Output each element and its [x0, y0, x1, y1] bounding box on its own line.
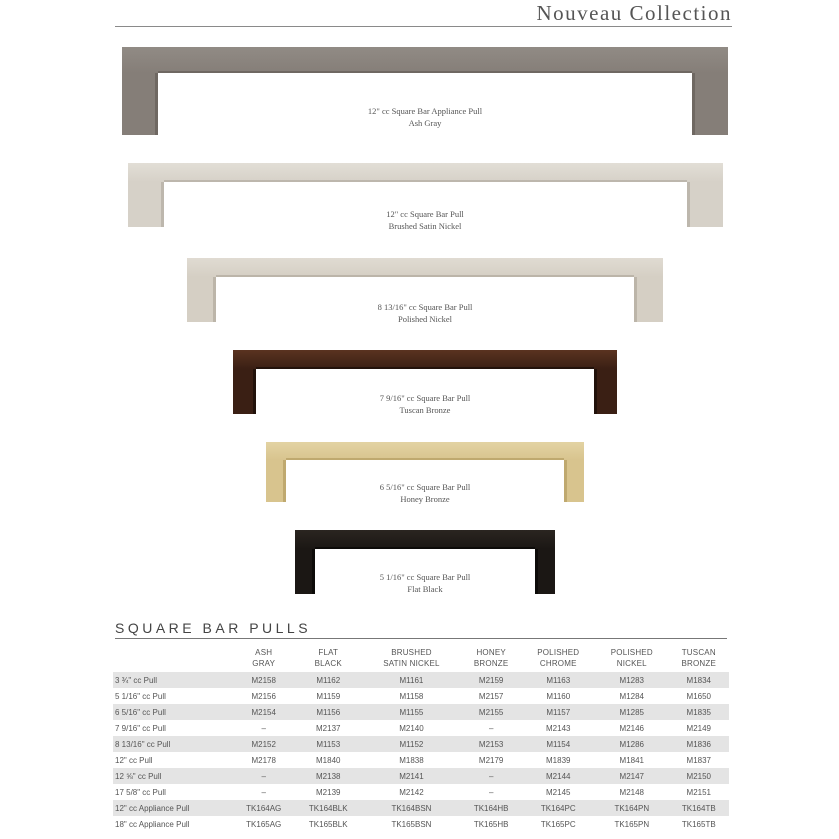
part-number-cell: M2151 [686, 787, 711, 797]
table-row [113, 784, 729, 800]
part-number-cell: M2140 [399, 723, 424, 733]
part-number-cell: – [488, 723, 494, 733]
size-cell: 6 5/16" cc Pull [113, 704, 233, 720]
table-row [113, 768, 729, 784]
part-number-cell: M1283 [595, 672, 669, 688]
pull-bar [187, 258, 663, 277]
part-number-cell: M1154 [521, 736, 595, 752]
pull-leg-shade [155, 73, 158, 135]
part-number-cell: M1153 [294, 736, 362, 752]
part-number-cell: M1160 [546, 691, 571, 701]
part-number-cell: M2148 [619, 787, 645, 797]
size-cell: 7 9/16" cc Pull [115, 723, 166, 733]
pull-leg-shade [161, 182, 164, 227]
pull-bar [295, 530, 555, 549]
pull-bar [128, 163, 723, 182]
pull-leg-shade [312, 549, 315, 594]
part-number-cell: M2137 [316, 723, 341, 733]
pull-leg-shade [213, 277, 216, 322]
spec-table-header [113, 648, 729, 672]
caption-line-name: 7 9/16" cc Square Bar Pull [379, 393, 471, 403]
part-number-cell: M1841 [619, 755, 645, 765]
part-number-cell: M1163 [521, 672, 595, 688]
pull-bar-shadow [256, 367, 594, 369]
part-number-cell: M2159 [461, 672, 522, 688]
part-number-cell: TK165PN [614, 819, 650, 829]
part-number-cell: TK165PC [540, 819, 576, 829]
part-number-cell: M2153 [461, 736, 522, 752]
part-number-cell: – [461, 768, 522, 784]
part-number-cell: M2157 [478, 691, 504, 701]
part-number-cell: M1152 [362, 736, 461, 752]
pull-bar-shadow [315, 547, 535, 549]
part-number-cell: M1156 [294, 704, 362, 720]
part-number-cell: M2154 [233, 704, 294, 720]
column-header: HONEY BRONZE [473, 648, 509, 668]
pull-bar [122, 47, 728, 73]
table-row [113, 704, 729, 720]
pull-bar-shadow [164, 180, 687, 182]
part-number-cell: M2146 [619, 723, 645, 733]
pull-leg-shade [283, 460, 286, 502]
part-number-cell: TK165HB [473, 819, 509, 829]
column-header: POLISHED CHROME [537, 648, 580, 668]
product-caption [380, 392, 471, 416]
section-title: SQUARE BAR PULLS [115, 620, 312, 636]
caption-line-finish: Polished Nickel [397, 314, 453, 324]
pull-leg-shade [687, 182, 690, 227]
part-number-cell: M2155 [461, 704, 522, 720]
part-number-cell: M2156 [251, 691, 276, 701]
product-caption [380, 571, 471, 595]
column-header: FLAT BLACK [314, 648, 342, 668]
part-number-cell: M1161 [362, 672, 461, 688]
pull-bar-shadow [216, 275, 634, 277]
caption-line-name: 8 13/16" cc Square Bar Pull [377, 302, 473, 312]
caption-line-finish: Honey Bronze [400, 494, 450, 504]
product-caption [386, 208, 464, 232]
size-cell: 12" cc Appliance Pull [113, 800, 233, 816]
part-number-cell: M2178 [251, 755, 276, 765]
pull-leg-shade [692, 73, 695, 135]
header-rule [115, 26, 732, 27]
size-cell: 17 5/8" cc Pull [115, 787, 166, 797]
part-number-cell: TK164BLK [294, 800, 362, 816]
part-number-cell: – [261, 723, 266, 733]
pull-bar [233, 350, 617, 369]
part-number-cell: M2147 [595, 768, 669, 784]
part-number-cell: M1836 [669, 736, 729, 752]
part-number-cell: TK165BSN [391, 819, 432, 829]
column-header: BRUSHED SATIN NICKEL [383, 648, 440, 668]
part-number-cell: M1837 [686, 755, 711, 765]
table-row [113, 816, 729, 832]
caption-line-name: 12" cc Square Bar Appliance Pull [367, 106, 483, 116]
caption-line-finish: Brushed Satin Nickel [388, 221, 462, 231]
part-number-cell: M2138 [294, 768, 362, 784]
section-rule [115, 638, 727, 639]
size-cell: 12 ⅝" cc Pull [113, 768, 233, 784]
collection-title: Nouveau Collection [536, 1, 732, 25]
part-number-cell: TK164AG [233, 800, 294, 816]
part-number-cell: M1157 [521, 704, 595, 720]
column-header: POLISHED NICKEL [610, 648, 653, 668]
pull-leg-shade [253, 369, 256, 414]
size-cell: 12" cc Pull [115, 755, 153, 765]
part-number-cell: TK164HB [461, 800, 522, 816]
caption-line-finish: Flat Black [407, 584, 443, 594]
part-number-cell: M1286 [595, 736, 669, 752]
part-number-cell: M1839 [546, 755, 571, 765]
product-caption [378, 301, 473, 325]
part-number-cell: TK165BLK [308, 819, 348, 829]
product-caption [368, 105, 482, 129]
part-number-cell: M1158 [399, 691, 424, 701]
column-header: ASH GRAY [252, 648, 276, 668]
caption-line-name: 12" cc Square Bar Pull [386, 209, 464, 219]
table-row [113, 672, 729, 688]
pull-leg-shade [535, 549, 538, 594]
part-number-cell: M2149 [686, 723, 711, 733]
table-row [113, 688, 729, 704]
part-number-cell: TK165AG [246, 819, 282, 829]
pull-bar [266, 442, 584, 460]
table-row [113, 800, 729, 816]
part-number-cell: M2143 [546, 723, 571, 733]
part-number-cell: M2152 [233, 736, 294, 752]
part-number-cell: M2179 [478, 755, 504, 765]
part-number-cell: M1284 [619, 691, 645, 701]
part-number-cell: M1650 [686, 691, 711, 701]
spec-table [113, 648, 729, 832]
table-row [113, 752, 729, 768]
part-number-cell: M2141 [362, 768, 461, 784]
part-number-cell: M1162 [294, 672, 362, 688]
caption-line-finish: Tuscan Bronze [399, 405, 451, 415]
pull-leg-shade [564, 460, 567, 502]
part-number-cell: M1834 [669, 672, 729, 688]
part-number-cell: M2145 [546, 787, 571, 797]
caption-line-name: 5 1/16" cc Square Bar Pull [379, 572, 471, 582]
part-number-cell: M2150 [669, 768, 729, 784]
column-header: TUSCAN BRONZE [681, 648, 717, 668]
part-number-cell: M2142 [399, 787, 424, 797]
part-number-cell: M1155 [362, 704, 461, 720]
pull-bar-shadow [286, 458, 564, 460]
part-number-cell: – [233, 768, 294, 784]
table-row [113, 720, 729, 736]
part-number-cell: M2139 [316, 787, 341, 797]
part-number-cell: M1159 [316, 691, 341, 701]
part-number-cell: M2144 [521, 768, 595, 784]
part-number-cell: – [488, 787, 494, 797]
part-number-cell: M1840 [316, 755, 341, 765]
size-cell: 3 ¾" cc Pull [113, 672, 233, 688]
size-cell: 18" cc Appliance Pull [115, 819, 190, 829]
pull-bar-shadow [158, 71, 692, 73]
size-cell: 8 13/16" cc Pull [113, 736, 233, 752]
part-number-cell: TK164PC [521, 800, 595, 816]
column-header-size [113, 648, 233, 672]
size-cell: 5 1/16" cc Pull [115, 691, 166, 701]
pull-leg-shade [634, 277, 637, 322]
pull-leg-shade [594, 369, 597, 414]
part-number-cell: TK164TB [669, 800, 729, 816]
part-number-cell: M1838 [399, 755, 424, 765]
caption-line-name: 6 5/16" cc Square Bar Pull [379, 482, 471, 492]
product-caption [380, 481, 471, 505]
part-number-cell: TK164BSN [362, 800, 461, 816]
caption-line-finish: Ash Gray [408, 118, 442, 128]
part-number-cell: – [261, 787, 266, 797]
part-number-cell: M2158 [233, 672, 294, 688]
part-number-cell: M1285 [595, 704, 669, 720]
table-row [113, 736, 729, 752]
part-number-cell: M1835 [669, 704, 729, 720]
part-number-cell: TK165TB [681, 819, 716, 829]
part-number-cell: TK164PN [595, 800, 669, 816]
